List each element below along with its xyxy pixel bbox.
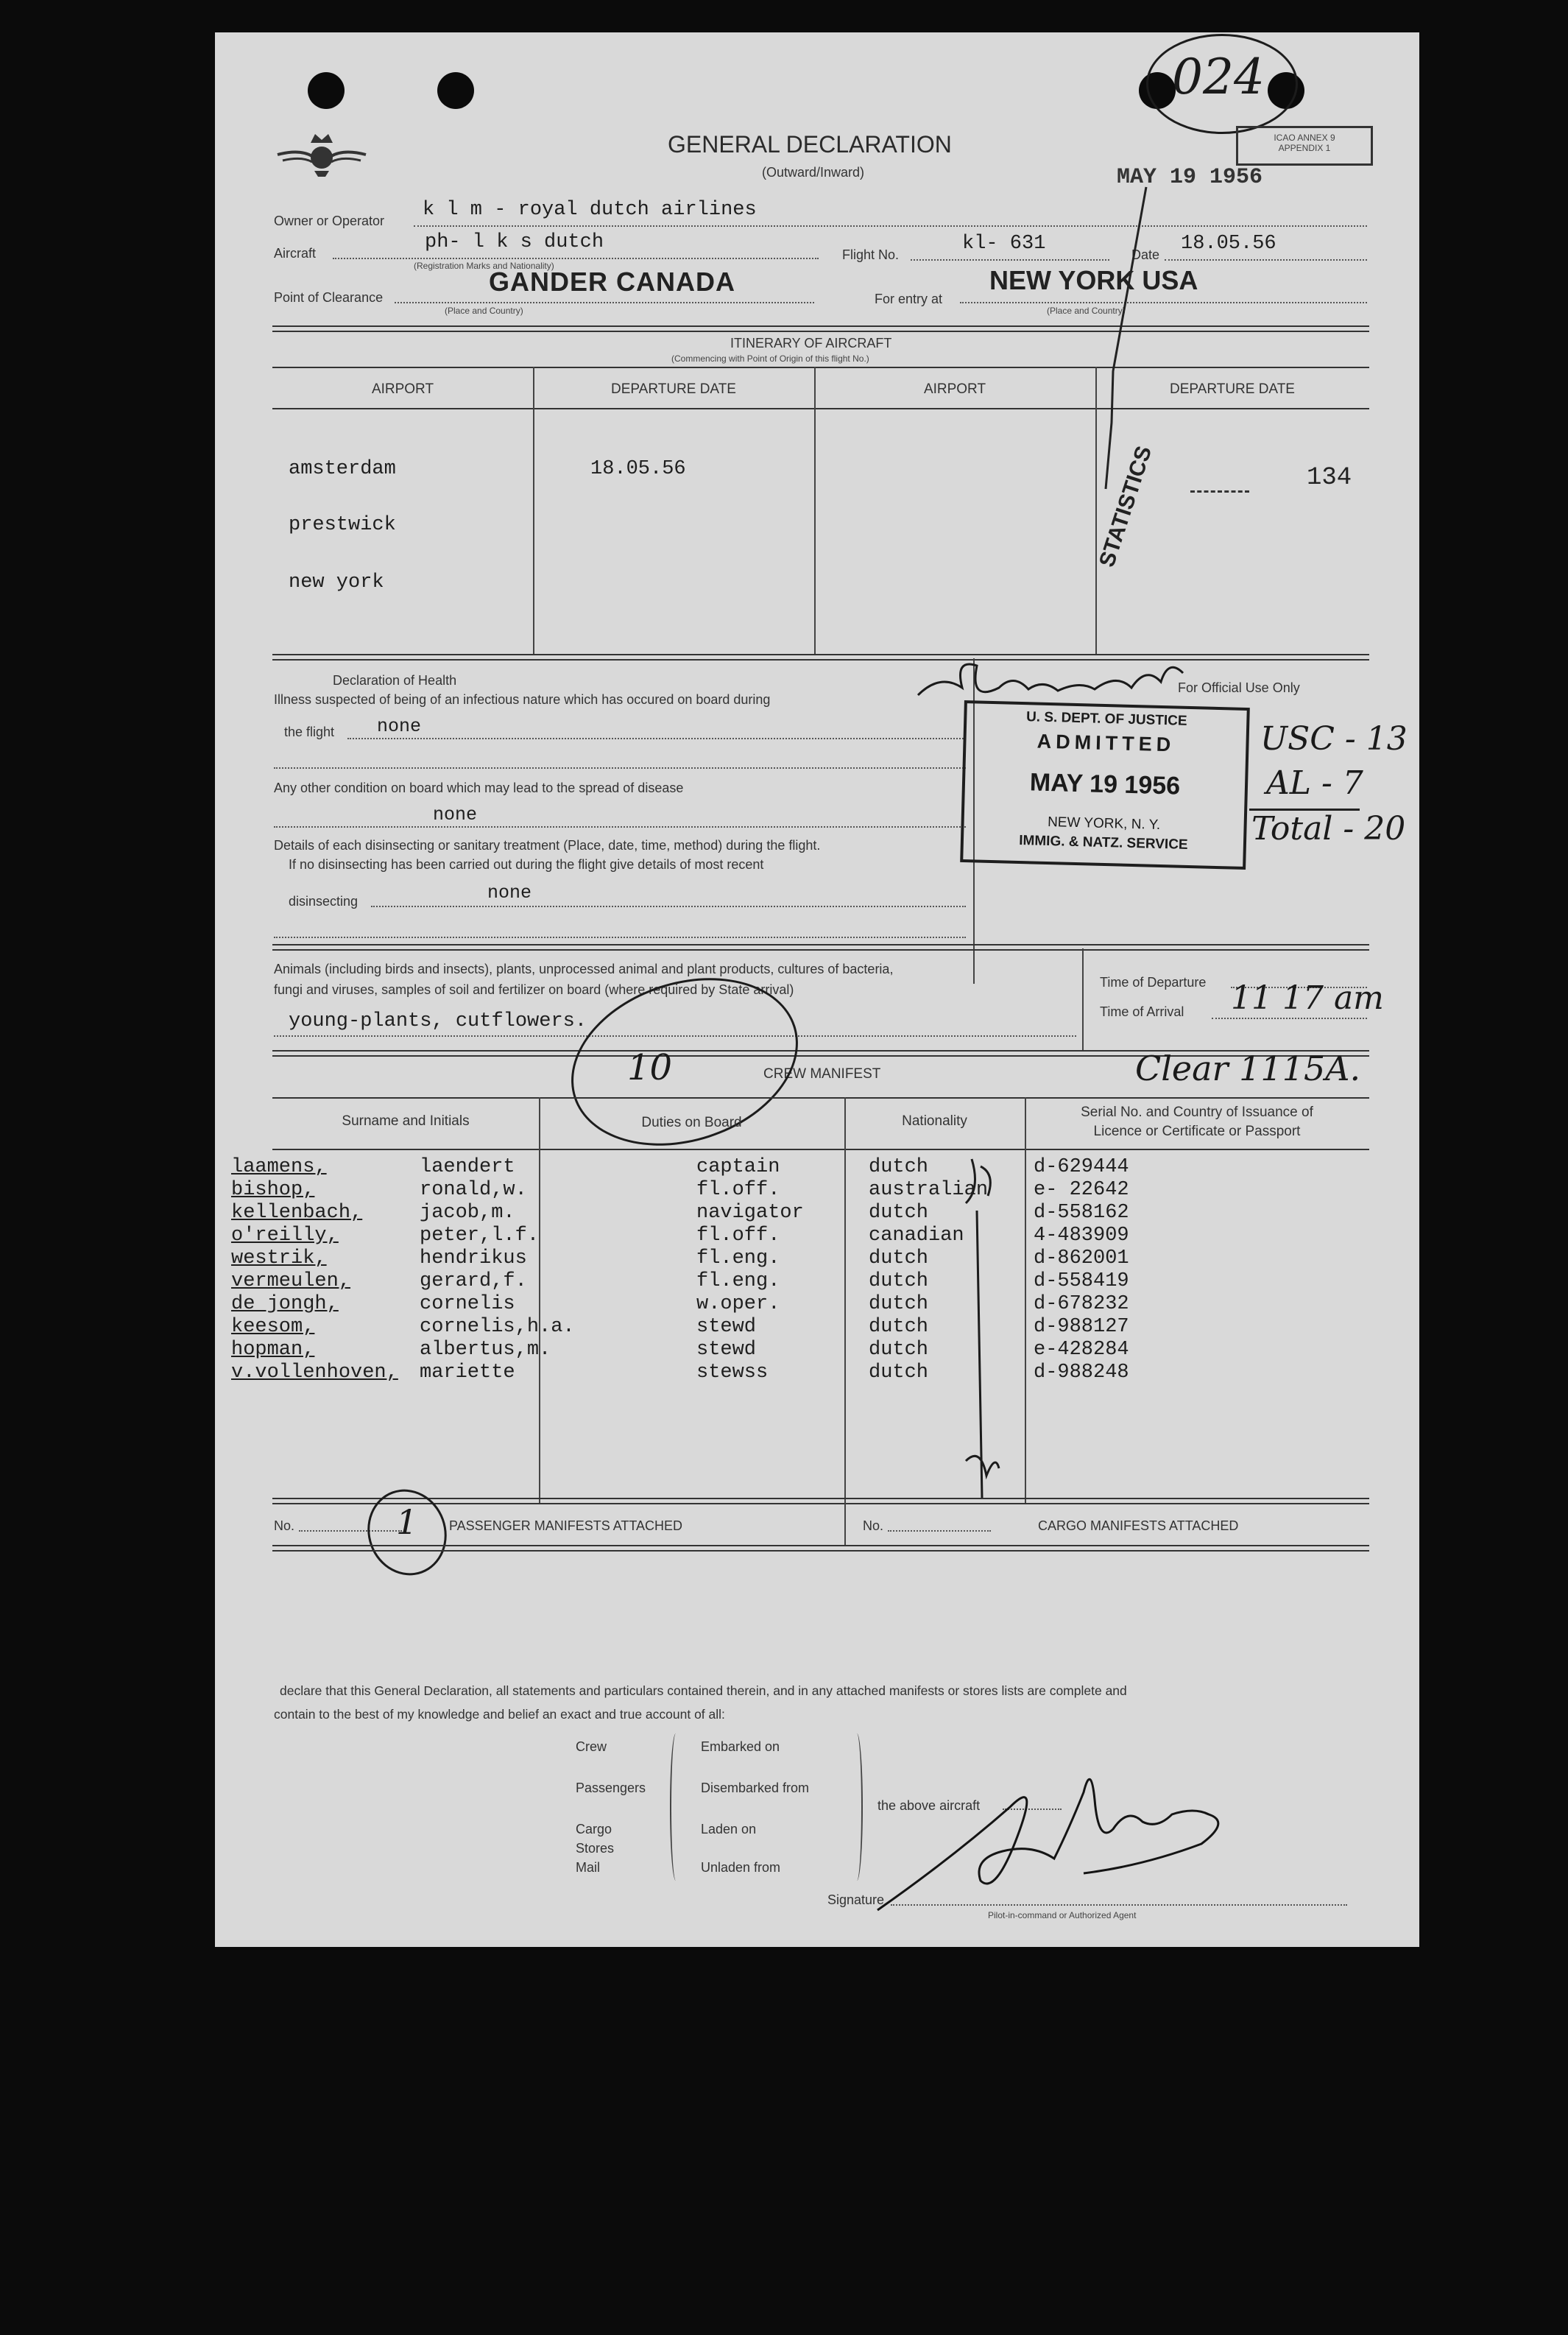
itinerary-header-line [272, 408, 1369, 409]
crew-duty: fl.eng. [696, 1270, 780, 1292]
signature-sublabel: Pilot-in-command or Authorized Agent [988, 1910, 1137, 1920]
crew-surname: laamens, [231, 1156, 327, 1178]
crew-given: mariette [420, 1362, 515, 1384]
crew-surname: keesom, [231, 1316, 315, 1338]
clear-note: Clear 1115A. [1135, 1049, 1361, 1088]
crew-surname: bishop, [231, 1179, 315, 1201]
crew-duty: stewd [696, 1316, 757, 1338]
crew-given: peter,l.f. [420, 1225, 540, 1247]
crew-serial: d-988248 [1034, 1362, 1129, 1384]
flight-value: kl- 631 [962, 233, 1046, 255]
crew-given: jacob,m. [420, 1202, 515, 1224]
crew-divider [539, 1097, 540, 1504]
crew-serial: d-558419 [1034, 1270, 1129, 1292]
health-line [274, 937, 966, 938]
form-title: GENERAL DECLARATION [668, 131, 952, 158]
time-arrival-label: Time of Arrival [1100, 1004, 1184, 1019]
page-number: 024 [1172, 49, 1265, 105]
count-al: AL - 7 [1266, 764, 1363, 802]
owner-line [414, 225, 1367, 227]
count-total: Total - 20 [1251, 810, 1406, 848]
passenger-count: 1 [396, 1502, 418, 1542]
crew-col-serial-b: Licence or Certificate or Passport [1093, 1124, 1301, 1139]
itinerary-airport-3: new york [289, 571, 384, 594]
declaration-text1: declare that this General Declaration, all statements and particulars contained therein, and in any attached manifests or stores lists are complete and [280, 1683, 1127, 1698]
flight-label: Flight No. [842, 247, 900, 262]
crew-surname: hopman, [231, 1339, 315, 1361]
owner-label: Owner or Operator [274, 214, 385, 228]
crew-nationality: dutch [869, 1270, 929, 1292]
date-line [1165, 259, 1367, 261]
time-arrival-value: 11 17 am [1231, 979, 1384, 1017]
clearance-label: Point of Clearance [274, 290, 384, 305]
crew-given: laendert [420, 1156, 515, 1178]
health-line [371, 906, 966, 907]
crew-surname: kellenbach, [231, 1202, 363, 1224]
clearance-value: GANDER CANADA [489, 267, 735, 297]
crew-given: ronald,w. [420, 1179, 527, 1201]
pilot-signature [863, 1748, 1246, 1925]
crew-col-nationality: Nationality [902, 1113, 967, 1129]
entry-sublabel: (Place and Country) [1047, 306, 1126, 316]
decl-passengers: Passengers [576, 1781, 646, 1795]
aircraft-line [333, 258, 819, 259]
passenger-manifest-label: PASSENGER MANIFESTS ATTACHED [449, 1518, 683, 1533]
crew-duty: stewd [696, 1339, 757, 1361]
clearance-sublabel: (Place and Country) [445, 306, 523, 316]
itinerary-top-line [272, 367, 1369, 368]
crew-col-surname: Surname and Initials [342, 1113, 470, 1129]
health-value2: none [433, 804, 478, 825]
crew-nationality: canadian [869, 1225, 964, 1247]
health-line2: Any other condition on board which may lead to the spread of disease [274, 781, 684, 795]
crew-duty: captain [696, 1156, 780, 1178]
declaration-text2: contain to the best of my knowledge and belief an exact and true account of all: [274, 1707, 725, 1722]
decl-cargo: Cargo [576, 1822, 612, 1836]
owner-value: k l m - royal dutch airlines [423, 199, 757, 221]
crew-nationality: dutch [869, 1293, 929, 1315]
form-subtitle: (Outward/Inward) [762, 165, 865, 180]
decl-disembarked: Disembarked from [701, 1781, 810, 1795]
health-line3c: disinsecting [289, 894, 359, 909]
health-value3: none [487, 882, 532, 904]
crew-divider [1025, 1097, 1026, 1504]
stat-dash [1190, 490, 1249, 493]
declaration-form [215, 32, 1419, 1947]
received-date-stamp: MAY 19 1956 [1117, 165, 1263, 190]
health-line3b: If no disinsecting has been carried out during the flight give details of most recent [289, 857, 764, 872]
time-arrival-line [1212, 1018, 1367, 1019]
itinerary-departure-date: 18.05.56 [590, 458, 686, 480]
animals-text1: Animals (including birds and insects), plants, unprocessed animal and plant products, cultures of bacteria, [274, 962, 894, 976]
crew-col-duties: Duties on Board [641, 1115, 742, 1130]
aircraft-sublabel: (Registration Marks and Nationality) [414, 261, 554, 271]
manifest-divider [844, 1502, 846, 1546]
crew-nationality: dutch [869, 1202, 929, 1224]
klm-crown-logo-icon [274, 130, 370, 181]
entry-line [960, 302, 1367, 303]
crew-serial: d-862001 [1034, 1247, 1129, 1269]
cargo-no-label: No. [863, 1518, 884, 1533]
official-use-label: For Official Use Only [1178, 680, 1300, 695]
crew-header-line [272, 1149, 1369, 1150]
animals-value: young-plants, cutflowers. [289, 1010, 587, 1032]
animals-text2: fungi and viruses, samples of soil and fertilizer on board (where required by State arrival) [274, 982, 794, 997]
punch-hole [308, 72, 345, 109]
crew-serial: 4-483909 [1034, 1225, 1129, 1247]
health-line [274, 826, 966, 828]
health-line1b: the flight [284, 725, 335, 739]
crew-serial: e- 22642 [1034, 1179, 1129, 1201]
crew-given: cornelis,h.a. [420, 1316, 575, 1338]
clearance-line [395, 302, 814, 303]
crew-given: albertus,m. [420, 1339, 551, 1361]
crew-duty: fl.eng. [696, 1247, 780, 1269]
manifest-bottom-rule [272, 1545, 1369, 1552]
brace [670, 1733, 682, 1881]
crew-surname: vermeulen, [231, 1270, 351, 1292]
crew-surname: o'reilly, [231, 1225, 339, 1247]
decl-laden: Laden on [701, 1822, 757, 1836]
crew-serial: d-988127 [1034, 1316, 1129, 1338]
crew-nationality: dutch [869, 1247, 929, 1269]
decl-unladen: Unladen from [701, 1860, 781, 1875]
itinerary-divider [814, 367, 816, 654]
crew-duty: navigator [696, 1202, 804, 1224]
cargo-no-line [888, 1530, 991, 1532]
itinerary-col-departure-2: DEPARTURE DATE [1170, 381, 1295, 397]
health-line3: Details of each disinsecting or sanitary treatment (Place, date, time, method) during the flight. [274, 838, 821, 853]
decl-crew: Crew [576, 1739, 607, 1754]
health-value1: none [377, 716, 422, 737]
health-line [274, 767, 966, 769]
icao-box: ICAO ANNEX 9 APPENDIX 1 [1236, 126, 1373, 166]
manifest-rule [272, 1498, 1369, 1504]
aircraft-value: ph- l k s dutch [425, 231, 604, 253]
crew-nationality: dutch [869, 1362, 929, 1384]
passenger-no-label: No. [274, 1518, 295, 1533]
crew-given: gerard,f. [420, 1270, 527, 1292]
crew-top-line [272, 1097, 1369, 1099]
crew-duty: fl.off. [696, 1225, 780, 1247]
entry-value: NEW YORK USA [989, 265, 1198, 295]
time-departure-label: Time of Departure [1100, 975, 1207, 990]
decl-stores: Stores [576, 1841, 615, 1856]
itinerary-col-departure: DEPARTURE DATE [611, 381, 736, 397]
crew-divider [844, 1097, 846, 1504]
crew-serial: d-558162 [1034, 1202, 1129, 1224]
health-title: Declaration of Health [333, 673, 457, 688]
crew-nationality: dutch [869, 1316, 929, 1338]
punch-hole [437, 72, 474, 109]
admitted-stamp: U. S. DEPT. OF JUSTICE ADMITTED MAY 19 1956 NEW YORK, N. Y. IMMIG. & NATZ. SERVICE [960, 700, 1250, 870]
crew-duty: w.oper. [696, 1293, 780, 1315]
crew-title: CREW MANIFEST [763, 1066, 881, 1082]
date-label: Date [1131, 247, 1160, 262]
animals-divider [1082, 948, 1084, 1050]
itinerary-col-airport: AIRPORT [371, 381, 434, 397]
itinerary-airport-1: amsterdam [289, 458, 396, 480]
itinerary-rule [272, 325, 1369, 332]
statistics-stamp: STATISTICS [1095, 443, 1157, 571]
crew-given: cornelis [420, 1293, 515, 1315]
crew-surname: v.vollenhoven, [231, 1362, 398, 1384]
crew-duty: stewss [696, 1362, 769, 1384]
itinerary-title: ITINERARY OF AIRCRAFT [730, 336, 892, 351]
crew-serial: d-678232 [1034, 1293, 1129, 1315]
crew-nationality: australian [869, 1179, 989, 1201]
aircraft-label: Aircraft [274, 246, 317, 261]
crew-col-serial-a: Serial No. and Country of Issuance of [1081, 1105, 1313, 1120]
signature-label: Signature [827, 1892, 885, 1907]
crew-nationality: dutch [869, 1156, 929, 1178]
cargo-manifest-label: CARGO MANIFESTS ATTACHED [1038, 1518, 1239, 1533]
health-line [347, 738, 966, 739]
itinerary-subtitle: (Commencing with Point of Origin of this flight No.) [671, 353, 869, 364]
count-usc: USC - 13 [1260, 720, 1408, 758]
brace [851, 1733, 863, 1881]
crew-duty: fl.off. [696, 1179, 780, 1201]
crew-nationality: dutch [869, 1339, 929, 1361]
animals-rule [272, 944, 1369, 951]
entry-label: For entry at [875, 292, 943, 306]
date-value: 18.05.56 [1181, 233, 1276, 255]
crew-surname: de jongh, [231, 1293, 339, 1315]
crew-serial: d-629444 [1034, 1156, 1129, 1178]
health-line1: Illness suspected of being of an infectious nature which has occured on board during [274, 692, 771, 707]
decl-aircraft: the above aircraft [877, 1798, 981, 1813]
decl-embarked: Embarked on [701, 1739, 780, 1754]
itinerary-number: 134 [1307, 464, 1352, 492]
crew-circle-number: 10 [627, 1047, 673, 1088]
itinerary-airport-2: prestwick [289, 514, 396, 536]
decl-mail: Mail [576, 1860, 601, 1875]
crew-given: hendrikus [420, 1247, 527, 1269]
itinerary-col-airport-2: AIRPORT [923, 381, 986, 397]
crew-check-mark [944, 1144, 1017, 1527]
crew-surname: westrik, [231, 1247, 327, 1269]
itinerary-divider [533, 367, 534, 654]
crew-serial: e-428284 [1034, 1339, 1129, 1361]
